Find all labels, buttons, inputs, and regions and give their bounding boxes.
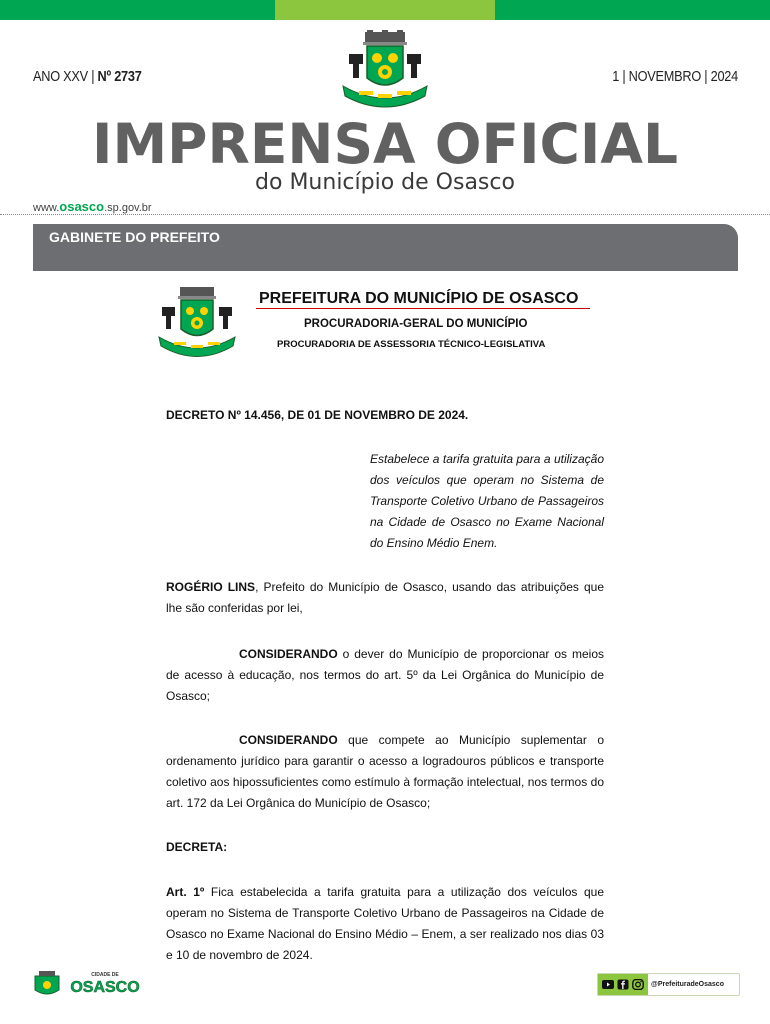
preamble-text: , Prefeito do Município de Osasco, usando das atribuições que lhe são conferidas por lei, [166,580,604,615]
top-bar-segment-light-green [275,0,495,20]
youtube-icon[interactable] [602,979,614,990]
masthead-title: IMPRENSA OFICIAL [91,112,678,176]
section-title: GABINETE DO PREFEITO [49,229,220,245]
considerando-text-1: o dever do Município de proporcionar os meios de acesso à educação, nos termos do art. 5º da Lei Orgânica do Município de Osasco; [166,647,604,703]
footer-osasco-logo [31,968,141,1000]
social-icons-group [598,974,648,995]
considerando-label-1: CONSIDERANDO [239,647,338,661]
paragraph-considerando-2 [166,730,604,814]
paragraph-article-1 [166,882,604,966]
document-coat-of-arms-icon [156,285,238,361]
website-link[interactable] [33,199,152,214]
website-suffix: .sp.gov.br [104,202,152,214]
website-prefix: www. [33,202,60,214]
footer-logo-small-text: CIDADE DE [91,972,119,978]
osasco-coat-of-arms-icon [339,30,431,110]
considerando-label-2: CONSIDERANDO [239,733,338,747]
decree-title: DECRETO Nº 14.456, DE 01 DE NOVEMBRO DE 2024. [166,408,469,422]
paragraph-considerando-1 [166,644,604,707]
header-divider [0,214,770,215]
org-title-underline [256,308,590,309]
org-subtitle-1: PROCURADORIA-GERAL DO MUNICÍPIO [304,318,528,330]
edition-number: Nº 2737 [97,68,142,85]
top-color-bar [0,0,770,20]
org-title: PREFEITURA DO MUNICÍPIO DE OSASCO [259,290,579,307]
decreta-heading: DECRETA: [166,840,228,854]
section-header [33,224,738,271]
facebook-icon[interactable] [617,979,629,990]
decree-ementa: Estabelece a tarifa gratuita para a utilização dos veículos que operam no Sistema de Transporte Coletivo Urbano de Passageiros na Cidade de Osasco no Exame Nacional do Ensino Médio Enem. [370,452,604,550]
edition-info [33,68,142,85]
article-1-text: Fica estabelecida a tarifa gratuita para a utilização dos veículos que operam no Sistema de Transporte Coletivo Urbano de Passageiros na Cidade de Osasco no Exame Nacional do Ensino Médio – Enem, a ser realizado nos dias 03 e 10 de novembro de 2024. [166,885,605,962]
paragraph-preamble [166,577,604,619]
masthead-subtitle: do Município de Osasco [255,170,515,195]
footer-logo-text: OSASCO [70,979,140,996]
social-handle[interactable]: @PrefeituradeOsasco [651,981,724,988]
top-bar-segment-green-right [495,0,770,20]
edition-separator: | [91,68,95,85]
considerando-text-2: que compete ao Município suplementar o ordenamento jurídico para garantir o acesso a logradouros públicos e transporte coletivo aos hipossuficientes como estímulo à formação intelectual, nos termos do art. 172 da Lei Orgânica do Município de Osasco; [166,733,604,810]
mayor-name: ROGÉRIO LINS [166,580,256,594]
social-media-bar [597,973,740,996]
top-bar-segment-green [0,0,275,20]
website-brand: osasco [59,199,105,214]
article-1-label: Art. 1º [166,885,205,899]
instagram-icon[interactable] [632,979,644,990]
edition-year: ANO XXV [33,68,88,85]
org-subtitle-2: PROCURADORIA DE ASSESSORIA TÉCNICO-LEGISLATIVA [277,339,546,350]
edition-date: 1 | NOVEMBRO | 2024 [612,68,738,85]
